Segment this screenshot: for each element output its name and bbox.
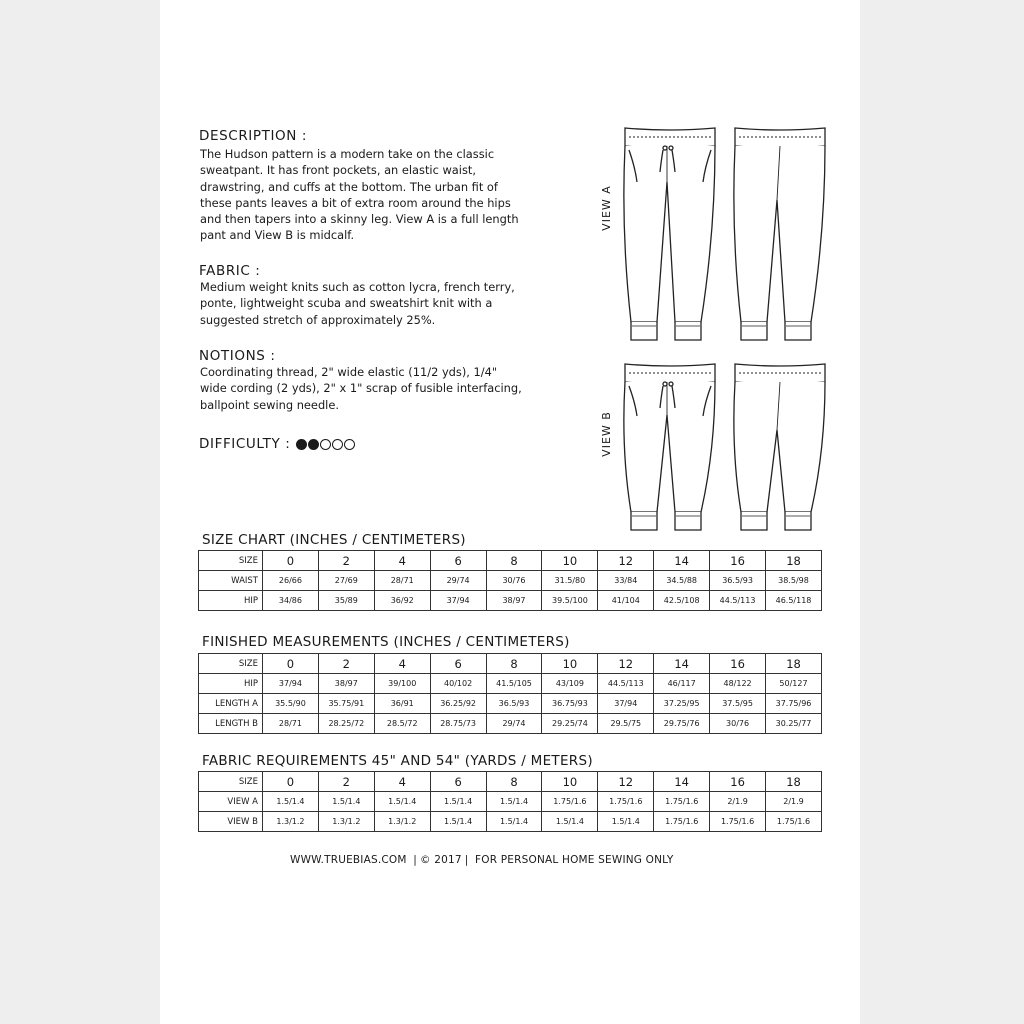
table-row-label: HIP (199, 674, 263, 694)
view-a-front-waistband (625, 128, 715, 148)
footer-note: FOR PERSONAL HOME SEWING ONLY (475, 854, 674, 866)
table-row-label: VIEW A (199, 792, 263, 812)
size-chart-title: SIZE CHART (INCHES / CENTIMETERS) (202, 532, 466, 548)
table-cell: 1.5/1.4 (598, 812, 654, 832)
table-row (199, 674, 822, 694)
table-header-row (199, 654, 822, 674)
table-header-cell: 8 (486, 772, 542, 792)
table-cell: 41.5/105 (486, 674, 542, 694)
table-row-label: VIEW B (199, 812, 263, 832)
table-header-cell: 6 (430, 654, 486, 674)
table-header-cell: 10 (542, 551, 598, 571)
table-cell: 33/84 (598, 571, 654, 591)
notions-text: Coordinating thread, 2" wide elastic (11/2 yds), 1/4" wide cording (2 yds), 2" x 1" scrap of fusible interfacing, ballpoint sewing needle. (200, 365, 522, 412)
description-text: The Hudson pattern is a modern take on the classic sweatpant. It has front pockets, an elastic waist, drawstring, and cuffs at the bottom. The urban fit of these pants leaves a bit of extra room around the hips and then tapers into a skinny leg. View A is a full length pant and View B is midcalf. (200, 147, 519, 243)
table-row (199, 694, 822, 714)
table-header-cell: 16 (710, 551, 766, 571)
table-header-cell: 6 (430, 772, 486, 792)
table-header-row (199, 772, 822, 792)
table-cell: 46/117 (654, 674, 710, 694)
table-header-row (199, 551, 822, 571)
difficulty-dot (332, 439, 343, 450)
difficulty-dot (308, 439, 319, 450)
table-header-cell: 12 (598, 772, 654, 792)
table-header-cell: 14 (654, 654, 710, 674)
table-cell: 38.5/98 (766, 571, 822, 591)
table-cell: 1.5/1.4 (318, 792, 374, 812)
table-header-cell: 12 (598, 654, 654, 674)
table-cell: 2/1.9 (766, 792, 822, 812)
table-cell: 30/76 (486, 571, 542, 591)
table-header-label: SIZE (199, 654, 263, 674)
table-cell: 1.75/1.6 (654, 812, 710, 832)
table-header-cell: 6 (430, 551, 486, 571)
table-cell: 30/76 (710, 714, 766, 734)
table-cell: 1.75/1.6 (542, 792, 598, 812)
table-row (199, 812, 822, 832)
view-a-label: VIEW A (600, 185, 613, 231)
table-cell: 29/74 (430, 571, 486, 591)
table-cell: 44.5/113 (598, 674, 654, 694)
finished-measurements-table (198, 653, 822, 734)
view-a-front-legs (624, 146, 715, 322)
table-cell: 27/69 (318, 571, 374, 591)
table-cell: 1.5/1.4 (542, 812, 598, 832)
table-cell: 37/94 (263, 674, 319, 694)
table-cell: 1.3/1.2 (318, 812, 374, 832)
table-cell: 36/91 (374, 694, 430, 714)
table-cell: 36.5/93 (486, 694, 542, 714)
table-cell: 44.5/113 (710, 591, 766, 611)
table-header-cell: 18 (766, 551, 822, 571)
table-cell: 37/94 (598, 694, 654, 714)
table-header-cell: 2 (318, 654, 374, 674)
table-cell: 26/66 (263, 571, 319, 591)
table-cell: 39.5/100 (542, 591, 598, 611)
difficulty-dot (296, 439, 307, 450)
footer-website: WWW.TRUEBIAS.COM (290, 854, 407, 866)
table-cell: 41/104 (598, 591, 654, 611)
table-cell: 30.25/77 (766, 714, 822, 734)
table-cell: 35.5/90 (263, 694, 319, 714)
table-cell: 1.5/1.4 (374, 792, 430, 812)
fabric-text: Medium weight knits such as cotton lycra, french terry, ponte, lightweight scuba and sweatshirt knit with a suggested stretch of approximately 25%. (200, 280, 515, 327)
table-cell: 28/71 (263, 714, 319, 734)
table-header-cell: 16 (710, 772, 766, 792)
table-cell: 37.75/96 (766, 694, 822, 714)
view-b-label: VIEW B (600, 411, 613, 457)
table-cell: 36/92 (374, 591, 430, 611)
fabric-requirements-table (198, 771, 822, 832)
view-a-back-waistband (735, 128, 825, 148)
table-cell: 36.25/92 (430, 694, 486, 714)
notions-heading: NOTIONS : (199, 348, 276, 364)
difficulty-label: DIFFICULTY : (199, 436, 291, 452)
table-header-cell: 12 (598, 551, 654, 571)
table-header-cell: 10 (542, 654, 598, 674)
table-header-cell: 8 (486, 654, 542, 674)
table-cell: 1.5/1.4 (486, 812, 542, 832)
table-cell: 37.25/95 (654, 694, 710, 714)
table-header-cell: 14 (654, 551, 710, 571)
table-cell: 1.75/1.6 (598, 792, 654, 812)
table-cell: 1.3/1.2 (263, 812, 319, 832)
table-cell: 34.5/88 (654, 571, 710, 591)
table-cell: 28.25/72 (318, 714, 374, 734)
table-header-cell: 4 (374, 654, 430, 674)
table-cell: 29.75/76 (654, 714, 710, 734)
size-chart-table (198, 550, 822, 611)
table-cell: 2/1.9 (710, 792, 766, 812)
table-cell: 28/71 (374, 571, 430, 591)
table-header-label: SIZE (199, 551, 263, 571)
table-cell: 1.5/1.4 (430, 792, 486, 812)
table-cell: 1.75/1.6 (710, 812, 766, 832)
table-cell: 36.75/93 (542, 694, 598, 714)
view-a-back-legs (734, 146, 825, 322)
difficulty-rating (199, 436, 355, 452)
table-cell: 39/100 (374, 674, 430, 694)
description-heading: DESCRIPTION : (199, 128, 308, 144)
table-cell: 29.5/75 (598, 714, 654, 734)
table-cell: 31.5/80 (542, 571, 598, 591)
table-row (199, 591, 822, 611)
difficulty-dot (320, 439, 331, 450)
table-row-label: HIP (199, 591, 263, 611)
table-cell: 40/102 (430, 674, 486, 694)
table-row-label: LENGTH A (199, 694, 263, 714)
view-a-illustration (615, 122, 837, 344)
table-cell: 38/97 (318, 674, 374, 694)
table-cell: 37/94 (430, 591, 486, 611)
table-row-label: WAIST (199, 571, 263, 591)
difficulty-dots (296, 439, 355, 450)
table-cell: 1.5/1.4 (263, 792, 319, 812)
table-cell: 35.75/91 (318, 694, 374, 714)
table-cell: 48/122 (710, 674, 766, 694)
view-b-back-waistband (735, 364, 825, 384)
table-header-cell: 8 (486, 551, 542, 571)
table-header-cell: 2 (318, 551, 374, 571)
table-header-cell: 18 (766, 772, 822, 792)
footer-copyright: © 2017 (419, 854, 462, 866)
table-row (199, 792, 822, 812)
table-header-cell: 10 (542, 772, 598, 792)
table-cell: 50/127 (766, 674, 822, 694)
table-cell: 46.5/118 (766, 591, 822, 611)
table-cell: 28.75/73 (430, 714, 486, 734)
table-header-cell: 14 (654, 772, 710, 792)
table-header-cell: 4 (374, 551, 430, 571)
table-cell: 37.5/95 (710, 694, 766, 714)
table-header-cell: 4 (374, 772, 430, 792)
table-header-cell: 2 (318, 772, 374, 792)
table-header-cell: 0 (263, 772, 319, 792)
view-b-back-legs (734, 382, 825, 512)
table-cell: 34/86 (263, 591, 319, 611)
table-row (199, 571, 822, 591)
difficulty-dot (344, 439, 355, 450)
table-header-label: SIZE (199, 772, 263, 792)
footer: WWW.TRUEBIAS.COM | © 2017 | FOR PERSONAL HOME SEWING ONLY (290, 854, 674, 866)
table-cell: 1.75/1.6 (766, 812, 822, 832)
fabric-heading: FABRIC : (199, 263, 261, 279)
table-row-label: LENGTH B (199, 714, 263, 734)
table-header-cell: 18 (766, 654, 822, 674)
view-b-illustration (615, 360, 837, 535)
view-b-front-legs (624, 382, 715, 512)
table-header-cell: 16 (710, 654, 766, 674)
view-b-front-waistband (625, 364, 715, 384)
table-cell: 43/109 (542, 674, 598, 694)
table-cell: 42.5/108 (654, 591, 710, 611)
table-cell: 1.5/1.4 (486, 792, 542, 812)
table-cell: 28.5/72 (374, 714, 430, 734)
table-cell: 1.75/1.6 (654, 792, 710, 812)
table-cell: 1.5/1.4 (430, 812, 486, 832)
table-cell: 29.25/74 (542, 714, 598, 734)
table-cell: 38/97 (486, 591, 542, 611)
table-header-cell: 0 (263, 654, 319, 674)
fabric-requirements-title: FABRIC REQUIREMENTS 45" AND 54" (YARDS / METERS) (202, 753, 593, 769)
finished-measurements-title: FINISHED MEASUREMENTS (INCHES / CENTIMETERS) (202, 634, 570, 650)
table-row (199, 714, 822, 734)
table-cell: 29/74 (486, 714, 542, 734)
table-cell: 1.3/1.2 (374, 812, 430, 832)
table-cell: 35/89 (318, 591, 374, 611)
table-cell: 36.5/93 (710, 571, 766, 591)
table-header-cell: 0 (263, 551, 319, 571)
